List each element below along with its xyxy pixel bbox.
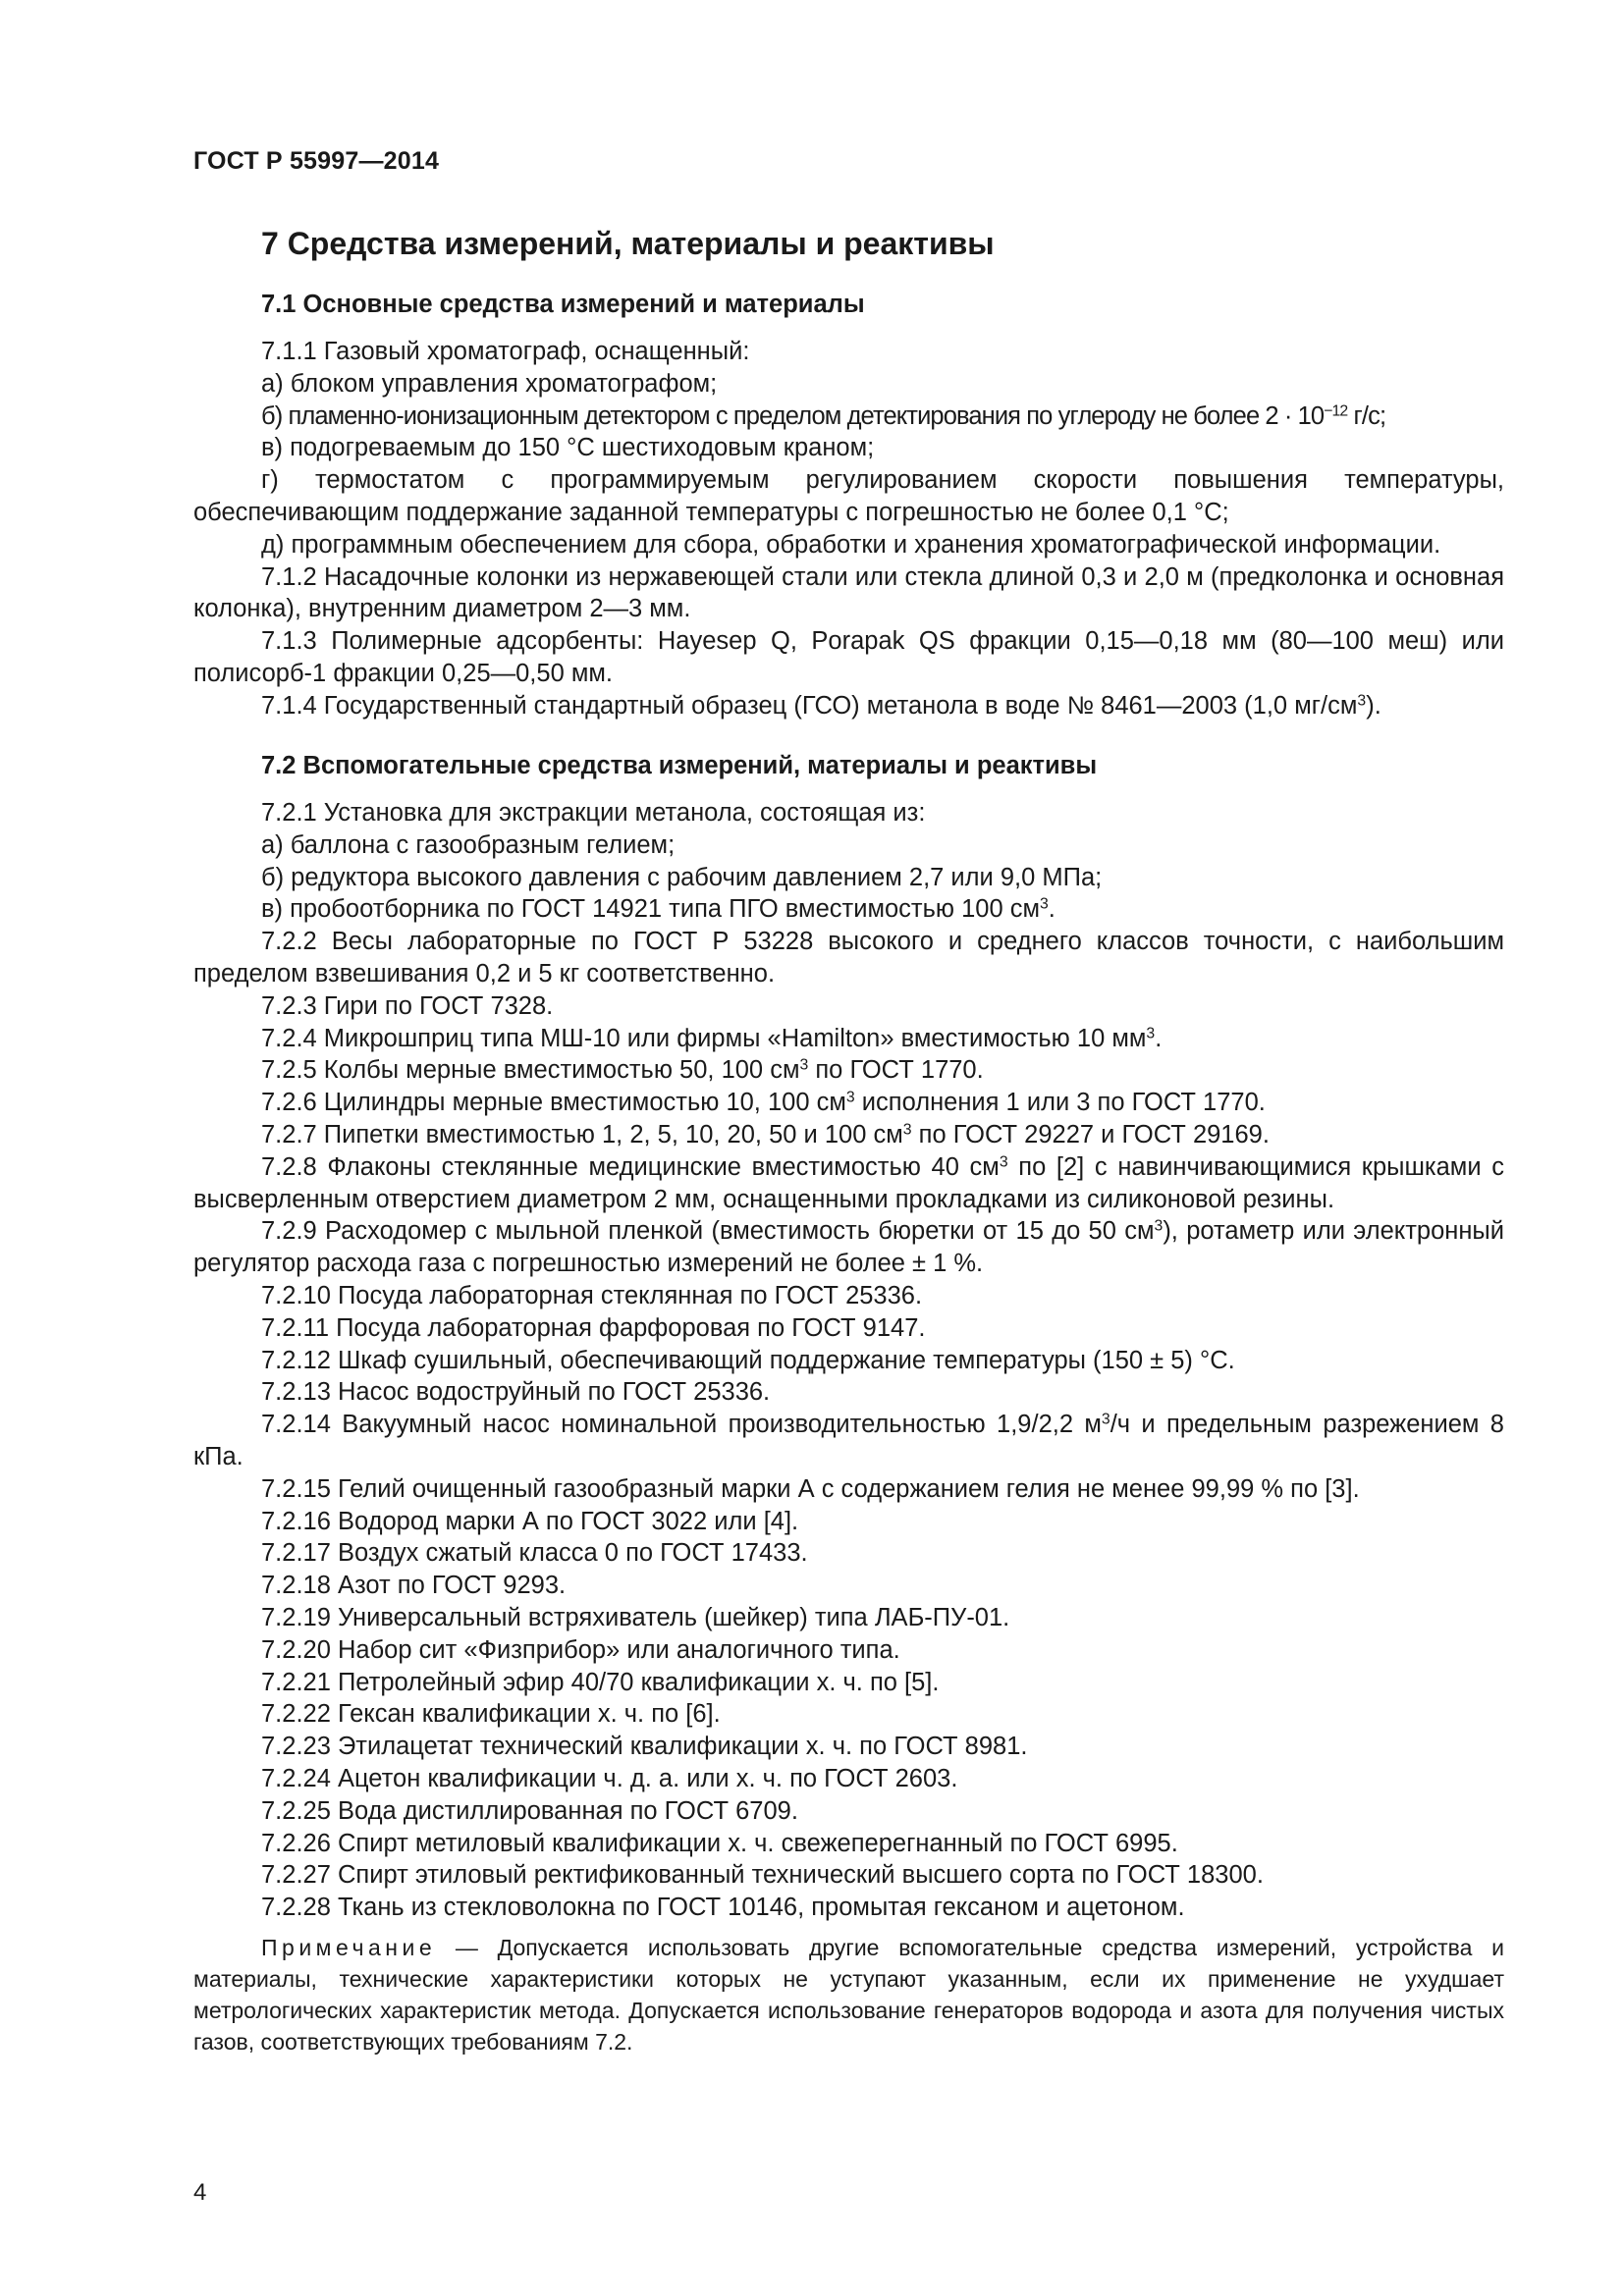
- subsection-7-1-title: 7.1 Основные средства измерений и материалы: [261, 291, 865, 318]
- item-7-2-26: 7.2.26 Спирт метиловый квалификации х. ч. свежеперегнанный по ГОСТ 6995.: [261, 1829, 1178, 1857]
- item-7-2-9: 7.2.9 Расходомер с мыльной пленкой (вместимость бюретки от 15 до 50 $см^3$), ротаметр или электронный регулятор расхода газа с погрешностью измерений не более ± 1 %.: [193, 1217, 1504, 1278]
- item-7-2-17: 7.2.17 Воздух сжатый класса 0 по ГОСТ 17433.: [261, 1539, 808, 1568]
- subsection-7-2-body: [193, 797, 1504, 1924]
- item-7-2-24: 7.2.24 Ацетон квалификации ч. д. а. или х. ч. по ГОСТ 2603.: [261, 1764, 958, 1792]
- note-label: Примечание: [261, 1935, 437, 1960]
- note-paragraph: [193, 1932, 1504, 2057]
- item-7-2-23: 7.2.23 Этилацетат технический квалификации х. ч. по ГОСТ 8981.: [261, 1733, 1028, 1761]
- item-7-1-1-b: б) пламенно-ионизационным детектором с пределом детектирования по углероду не более $2 \cdot 10^{-12}$ г/с;: [261, 401, 1386, 430]
- item-7-2-3: 7.2.3 Гири по ГОСТ 7328.: [261, 991, 554, 1020]
- item-7-2-1-b: б) редуктора высокого давления с рабочим давлением 2,7 или 9,0 МПа;: [261, 863, 1103, 891]
- item-7-2-22: 7.2.22 Гексан квалификации х. ч. по [6].: [261, 1700, 721, 1729]
- subsection-7-2-title: 7.2 Вспомогательные средства измерений, материалы и реактивы: [261, 752, 1098, 779]
- item-7-1-1-d: д) программным обеспечением для сбора, обработки и хранения хроматографической информации.: [261, 530, 1441, 559]
- item-7-2-5: 7.2.5 Колбы мерные вместимостью 50, 100 $см^3$ по ГОСТ 1770.: [261, 1056, 984, 1085]
- item-7-2-2: 7.2.2 Весы лабораторные по ГОСТ Р 53228 высокого и среднего классов точности, с наибольшим пределом взвешивания 0,2 и 5 кг соответственно.: [193, 928, 1504, 988]
- item-7-1-4: 7.1.4 Государственный стандартный образец (ГСО) метанола в воде № 8461—2003 (1,0 $мг/см^3$).: [261, 691, 1381, 720]
- item-7-2-25: 7.2.25 Вода дистиллированная по ГОСТ 6709.: [261, 1796, 798, 1825]
- item-7-2-1-v: в) пробоотборника по ГОСТ 14921 типа ПГО вместимостью 100 $см^3$.: [261, 895, 1056, 924]
- item-7-2-28: 7.2.28 Ткань из стекловолокна по ГОСТ 10146, промытая гексаном и ацетоном.: [261, 1894, 1185, 1922]
- item-7-2-1-a: а) баллона с газообразным гелием;: [261, 830, 676, 859]
- item-7-2-19: 7.2.19 Универсальный встряхиватель (шейкер) типа ЛАБ-ПУ-01.: [261, 1603, 1010, 1631]
- document-code-header: ГОСТ Р 55997—2014: [193, 147, 440, 175]
- item-7-1-1-g: г) термостатом с программируемым регулированием скорости повышения температуры, обеспечивающим поддержание заданной температуры с погрешностью не более 0,1 °С;: [193, 466, 1504, 526]
- item-7-2-4: 7.2.4 Микрошприц типа МШ-10 или фирмы «Hamilton» вместимостью 10 $мм^3$.: [261, 1024, 1163, 1052]
- item-7-1-1-a: а) блоком управления хроматографом;: [261, 369, 718, 398]
- item-7-2-20: 7.2.20 Набор сит «Физприбор» или аналогичного типа.: [261, 1635, 900, 1664]
- note-text: — Допускается использовать другие вспомогательные средства измерений, устройства и материалы, технические характеристики которых не уступают указанным, если их применение не ухудшает метрологических характеристик метода. Допускается использование генераторов водорода и азота для получения чистых газов, соответствующих требованиям 7.2.: [193, 1935, 1504, 2055]
- item-7-2-8: 7.2.8 Флаконы стеклянные медицинские вместимостью 40 $см^3$ по [2] с навинчивающимися крышками с высверленным отверстием диаметром 2 мм, оснащенными прокладками из силиконовой резины.: [193, 1152, 1504, 1213]
- item-7-2-27: 7.2.27 Спирт этиловый ректификованный технический высшего сорта по ГОСТ 18300.: [261, 1861, 1264, 1890]
- item-7-2-6: 7.2.6 Цилиндры мерные вместимостью 10, 100 $см^3$ исполнения 1 или 3 по ГОСТ 1770.: [261, 1089, 1266, 1117]
- item-7-1-1: 7.1.1 Газовый хроматограф, оснащенный:: [261, 338, 750, 365]
- item-7-2-14: 7.2.14 Вакуумный насос номинальной производительностью 1,9/2,2 $м^3/ч$ и предельным разрежением 8 кПа.: [193, 1411, 1504, 1470]
- item-7-1-2: 7.1.2 Насадочные колонки из нержавеющей стали или стекла длиной 0,3 и 2,0 м (предколонка и основная колонка), внутренним диаметром 2—3 мм.: [193, 562, 1504, 623]
- page-number: 4: [193, 2179, 207, 2206]
- item-7-1-3: 7.1.3 Полимерные адсорбенты: Hayesep Q, Porapak QS фракции 0,15—0,18 мм (80—100 меш) или полисорб-1 фракции 0,25—0,50 мм.: [193, 627, 1504, 687]
- item-7-2-11: 7.2.11 Посуда лабораторная фарфоровая по ГОСТ 9147.: [261, 1313, 926, 1342]
- section-7-title: 7 Средства измерений, материалы и реактивы: [261, 226, 995, 261]
- item-7-2-21: 7.2.21 Петролейный эфир 40/70 квалификации х. ч. по [5].: [261, 1668, 940, 1696]
- item-7-1-1-v: в) подогреваемым до 150 °С шестиходовым краном;: [261, 434, 875, 462]
- item-7-2-1: 7.2.1 Установка для экстракции метанола, состоящая из:: [261, 799, 926, 827]
- subsection-7-1-body: [193, 336, 1504, 722]
- item-7-2-13: 7.2.13 Насос водоструйный по ГОСТ 25336.: [261, 1378, 771, 1407]
- item-7-2-18: 7.2.18 Азот по ГОСТ 9293.: [261, 1572, 567, 1600]
- item-7-2-15: 7.2.15 Гелий очищенный газообразный марки А с содержанием гелия не менее 99,99 % по [3].: [261, 1474, 1360, 1503]
- item-7-2-12: 7.2.12 Шкаф сушильный, обеспечивающий поддержание температуры (150 ± 5) °С.: [261, 1346, 1235, 1374]
- item-7-2-10: 7.2.10 Посуда лабораторная стеклянная по ГОСТ 25336.: [261, 1281, 923, 1309]
- item-7-2-7: 7.2.7 Пипетки вместимостью 1, 2, 5, 10, 20, 50 и 100 $см^3$ по ГОСТ 29227 и ГОСТ 29169.: [261, 1120, 1270, 1148]
- item-7-2-16: 7.2.16 Водород марки А по ГОСТ 3022 или [4].: [261, 1507, 799, 1535]
